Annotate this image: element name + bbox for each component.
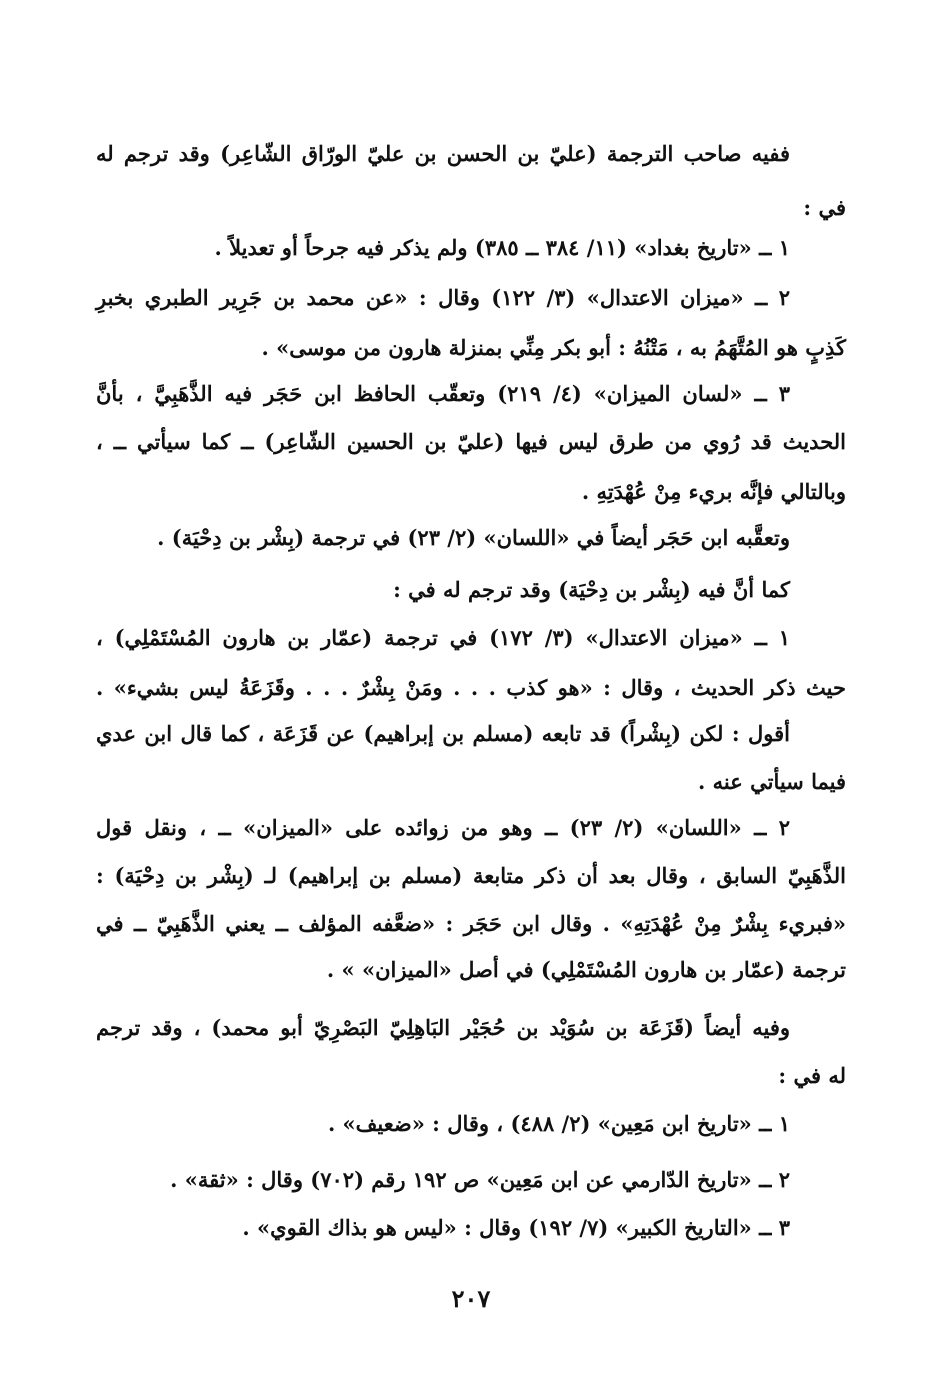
text-line-9: وتعقَّبه ابن حَجَر أيضاً في «اللسان» (٢/ ٢٣) في ترجمة (بِشْر بن دِحْيَة) . [157, 525, 790, 550]
text-line-12: حيث ذكر الحديث ، وقال : «هو كذب . . . ومَنْ بِشْرٌ . . . وقَزَعَةُ ليس بشيء» . [96, 675, 846, 700]
text-line-3: ١ ــ «تاريخ بغداد» (١١/ ٣٨٤ ــ ٣٨٥) ولم يذكر فيه جرحاً أو تعديلاً . [214, 235, 790, 260]
text-line-1: ففيه صاحب الترجمة (عليّ بن الحسن بن عليّ الورّاق الشّاعِر) وقد ترجم له [96, 141, 790, 166]
text-line-5: كَذِبٍ هو المُتَّهَمُ به ، مَتْنُهُ : أبو بكر مِنِّي بمنزلة هارون من موسى» . [261, 335, 846, 360]
text-line-17: «فبريء بِشْرٌ مِنْ عُهْدَتِهِ» . وقال ابن حَجَر : «ضعَّفه المؤلف ــ يعني الذَّهَبِيّ ــ في [96, 911, 846, 936]
text-line-14: فيما سيأتي عنه . [698, 769, 846, 794]
text-line-21: ١ ــ «تاريخ ابن مَعِين» (٢/ ٤٨٨) ، وقال : «ضعيف» . [327, 1111, 790, 1136]
text-line-8: وبالتالي فإنَّه بريء مِنْ عُهْدَتِهِ . [581, 479, 846, 504]
text-line-4: ٢ ــ «ميزان الاعتدال» (٣/ ١٢٢) وقال : «عن محمد بن جَرِير الطبري بخبرِ [96, 285, 790, 310]
page-number: ٢٠٧ [451, 1284, 491, 1313]
text-line-16: الذَّهَبِيّ السابق ، وقال بعد أن ذكر متابعة (مسلم بن إبراهيم) لـ (بِشْر بن دِحْيَة) : [96, 863, 846, 888]
text-line-15: ٢ ــ «اللسان» (٢/ ٢٣) ــ وهو من زوائده على «الميزان» ــ ، ونقل قول [96, 815, 790, 840]
text-line-18: ترجمة (عمّار بن هارون المُسْتَمْلِي) في أصل «الميزان» » . [326, 957, 846, 982]
text-line-10: كما أنَّ فيه (بِشْر بن دِحْيَة) وقد ترجم له في : [393, 577, 790, 602]
text-line-11: ١ ــ «ميزان الاعتدال» (٣/ ١٧٢) في ترجمة (عمّار بن هارون المُسْتَمْلِي) ، [96, 625, 790, 650]
text-line-2: في : [803, 195, 846, 220]
text-line-23: ٣ ــ «التاريخ الكبير» (٧/ ١٩٢) وقال : «ليس هو بذاك القوي» . [242, 1215, 790, 1240]
text-line-13: أقول : لكن (بِشْراً) قد تابعه (مسلم بن إبراهيم) عن قَزَعَة ، كما قال ابن عدي [96, 721, 790, 746]
text-line-7: الحديث قد رُوي من طرق ليس فيها (عليّ بن الحسين الشّاعِر) ــ كما سيأتي ــ ، [96, 429, 846, 454]
text-line-20: له في : [778, 1063, 846, 1088]
text-line-6: ٣ ــ «لسان الميزان» (٤/ ٢١٩) وتعقّب الحافظ ابن حَجَر فيه الذَّهَبِيَّ ، بأنَّ [96, 381, 791, 406]
text-line-19: وفيه أيضاً (قَزَعَة بن سُوَيْد بن حُجَيْر البَاهِلِيّ البَصْرِيّ أبو محمد) ، وقد ترجم [96, 1015, 790, 1040]
text-line-22: ٢ ــ «تاريخ الدّارمي عن ابن مَعِين» ص ١٩٢ رقم (٧٠٢) وقال : «ثقة» . [170, 1167, 790, 1192]
